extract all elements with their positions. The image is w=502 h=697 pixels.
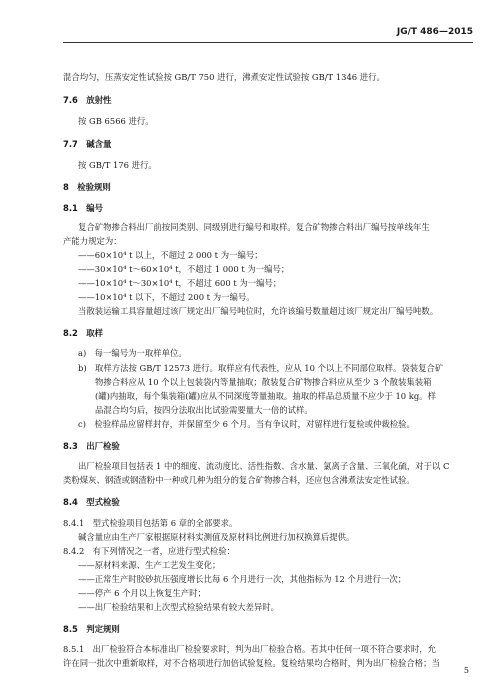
text-line: 当散装运输工具容量超过该厂规定出厂编号吨位时，允许该编号数量超过该厂规定出厂编号吨数。 (78, 306, 439, 316)
text-line: 复合矿物掺合料出厂前按同类别、同级别进行编号和取样。复合矿物掺合料出厂编号按单线年生 (78, 222, 430, 232)
list-item: ——原材料来源、生产工艺发生变化； (78, 560, 221, 570)
text-line: 品混合均匀后，按四分法取出比试验需要量大一倍的试样。 (95, 405, 313, 415)
text-line: 碱含量应由生产厂家根据原材料实测值及原材料比例进行加权换算后提供。 (78, 532, 355, 542)
text-line: 8.4.2 有下列情况之一者，应进行型式检验： (63, 546, 236, 556)
text-line: 按 GB/T 176 进行。 (78, 160, 157, 170)
section-heading-7-6: 7.6 放射性 (63, 95, 112, 105)
page-number: 5 (463, 666, 469, 675)
text-line: (罐)内抽取，每个集装箱(罐)应从不同深度等量抽取。抽取的样品总质量不应少于 10 kg。样 (95, 391, 436, 401)
list-item: ——60×10⁴ t 以上，不超过 2 000 t 为一编号； (78, 250, 263, 260)
section-heading-8-2: 8.2 取样 (63, 328, 103, 338)
section-heading-8-5: 8.5 判定规则 (63, 624, 120, 634)
text-line: 8.5.1 出厂检验符合本标准出厂检验要求时，判为出厂检验合格。若其中任何一项不符合要求时，允 (63, 644, 437, 654)
text-line: 按 GB 6566 进行。 (78, 116, 154, 126)
list-item: ——停产 6 个月以上恢复生产时； (78, 588, 206, 598)
text-line: 产能力规定为： (63, 236, 122, 246)
section-heading-8-3: 8.3 出厂检验 (63, 441, 120, 451)
text-line: 8.4.1 型式检验项目包括第 6 章的全部要求。 (63, 518, 238, 528)
section-heading-8-1: 8.1 编号 (63, 203, 103, 213)
list-item: ——正常生产时胶砂抗压强度增长比每 6 个月进行一次，其他指标为 12 个月进行一次； (78, 574, 407, 584)
header-rule (63, 42, 473, 43)
list-item: ——10×10⁴ t～30×10⁴ t，不超过 600 t 为一编号； (78, 278, 282, 288)
list-item: a) 每一编号为一取样单位。 (78, 348, 187, 358)
list-item: b) 取样方法按 GB/T 12573 进行。取样应有代表性，应从 10 个以上不同部位取样。袋装复合矿 (78, 363, 444, 373)
list-item: ——出厂检验结果和上次型式检验结果有较大差异时。 (78, 602, 279, 612)
chapter-heading-8: 8 检验规则 (63, 182, 111, 192)
section-heading-8-4: 8.4 型式检验 (63, 497, 120, 507)
section-heading-7-7: 7.7 碱含量 (63, 139, 112, 149)
list-item: c) 检验样品应留样封存，并保留至少 6 个月。当有争议时，对留样进行复检或仲裁检验。 (78, 419, 415, 429)
text-line: 出厂检验项目包括表 1 中的细度、流动度比、活性指数、含水量、氯离子含量、三氧化硫，对于以 C (78, 461, 450, 471)
text-line: 混合均匀，压蒸安定性试验按 GB/T 750 进行，沸煮安定性试验按 GB/T 1346 进行。 (63, 72, 385, 82)
list-item: ——30×10⁴ t～60×10⁴ t，不超过 1 000 t 为一编号； (78, 264, 290, 274)
text-line: 物掺合料应从 10 个以上包装袋内等量抽取；散装复合矿物掺合料应从至少 3 个散装集装箱 (95, 377, 432, 387)
standard-number: JG/T 486—2015 (396, 27, 473, 37)
list-item: ——10×10⁴ t 以下，不超过 200 t 为一编号。 (78, 292, 255, 302)
text-line: 类粉煤灰、钢渣或钢渣粉中一种或几种为组分的复合矿物掺合料，还应包含沸煮法安定性试验。 (63, 475, 415, 485)
text-line: 许在同一批次中重新取样，对不合格项进行加倍试验复检。复检结果均合格时，判为出厂检验合格；当 (63, 658, 440, 668)
